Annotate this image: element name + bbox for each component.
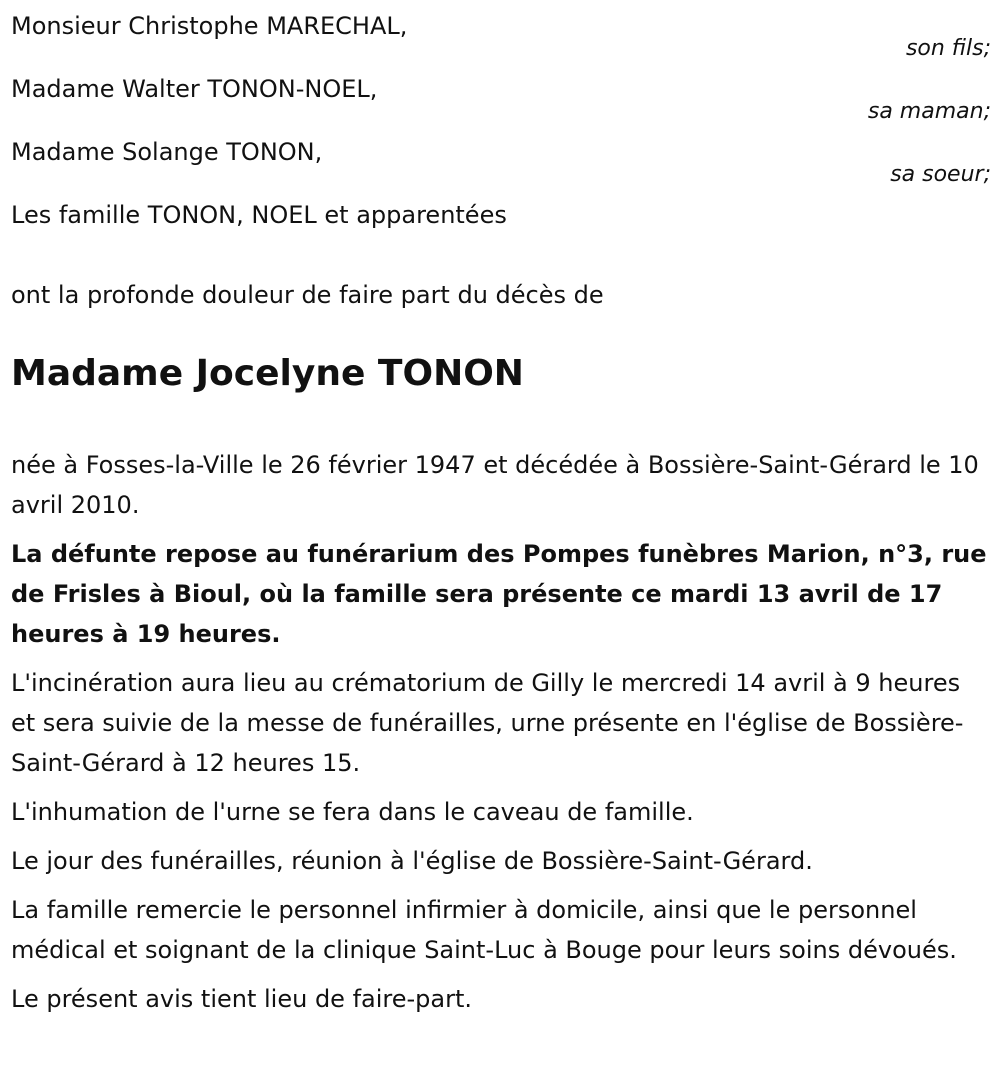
incineration-paragraph: L'incinération aura lieu au crématorium de Gilly le mercredi 14 avril à 9 heures et sera suivie de la messe de funérailles, urne présente en l'église de Bossière-Saint-Gérard à 12 heures 15. (11, 669, 964, 777)
notice-body (11, 445, 991, 1028)
birth-death-paragraph: née à Fosses-la-Ville le 26 février 1947 et décédée à Bossière-Saint-Gérard le 10 avril 2010. (11, 451, 979, 519)
inhumation-paragraph: L'inhumation de l'urne se fera dans le caveau de famille. (11, 798, 694, 826)
reunion-paragraph: Le jour des funérailles, réunion à l'église de Bossière-Saint-Gérard. (11, 847, 813, 875)
family-member-relation: sa maman; (867, 99, 991, 124)
announcement-text: ont la profonde douleur de faire part du décès de (11, 281, 604, 309)
family-entry-mother (11, 63, 991, 126)
obituary-notice (11, 0, 991, 1013)
family-member-relation: son fils; (905, 36, 991, 61)
repose-paragraph: La défunte repose au funérarium des Pompes funèbres Marion, n°3, rue de Frisles à Bioul, où la famille sera présente ce mardi 13 avril de 17 heures à 19 heures. (11, 540, 987, 648)
family-member-name: Madame Solange TONON, (11, 138, 323, 166)
notice-paragraph: Le présent avis tient lieu de faire-part. (11, 985, 473, 1013)
family-extended: Les famille TONON, NOEL et apparentées (11, 201, 507, 229)
family-entry-sister (11, 126, 991, 189)
family-member-relation: sa soeur; (890, 162, 991, 187)
deceased-name: Madame Jocelyne TONON (11, 353, 524, 394)
family-entry-son (11, 0, 991, 63)
family-member-name: Madame Walter TONON-NOEL, (11, 75, 378, 103)
thanks-paragraph: La famille remercie le personnel infirmier à domicile, ainsi que le personnel médical et soignant de la clinique Saint-Luc à Bouge pour leurs soins dévoués. (11, 896, 957, 964)
family-member-name: Monsieur Christophe MARECHAL, (11, 12, 408, 40)
